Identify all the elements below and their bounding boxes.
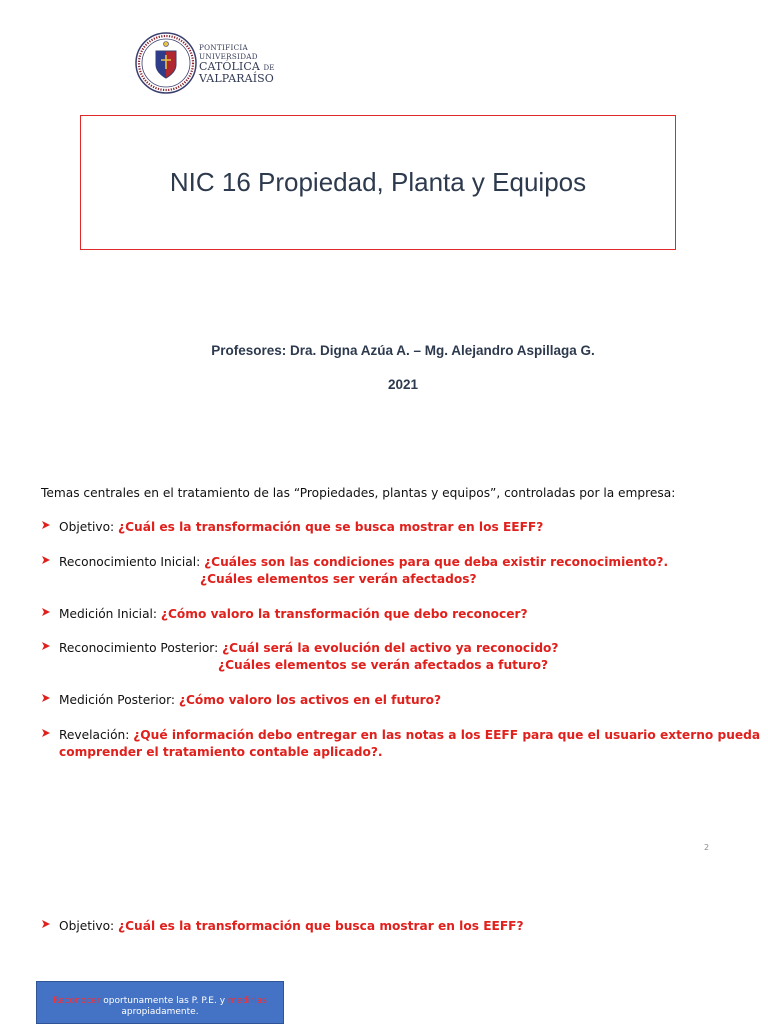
topic-objetivo: Objetivo: ¿Cuál es la transformación que se busca mostrar en los EEFF? [41,519,543,536]
slide2-objetivo: Objetivo: ¿Cuál es la transformación que busca mostrar en los EEFF? [41,918,524,935]
professors-line: Profesores: Dra. Digna Azúa A. – Mg. Alejandro Aspillaga G. [211,343,595,358]
logo-line-3: CATÓLICA DE [199,60,275,74]
page-title: NIC 16 Propiedad, Planta y Equipos [169,167,587,197]
arrow-bullet-icon [41,520,51,530]
topic-reconocimiento-inicial: Reconocimiento Inicial: ¿Cuáles son las condiciones para que deba existir reconocimiento?. ¿Cuáles elementos ser verán afectados? [41,554,668,588]
arrow-bullet-icon [41,641,51,651]
logo-line-2: UNIVERSIDAD [199,51,258,61]
title-box [80,115,676,250]
logo-line-1: PONTIFICIA [199,43,249,52]
topic-reconocimiento-posterior: Reconocimiento Posterior: ¿Cuál será la evolución del activo ya reconocido? ¿Cuáles elementos se verán afectados a futuro? [41,640,559,674]
arrow-bullet-icon [41,693,51,703]
topic-medicion-posterior: Medición Posterior: ¿Cómo valoro los activos en el futuro? [41,692,441,709]
page-number: 2 [704,843,710,852]
university-seal-icon [135,30,197,96]
objective-summary-box: Reconocer oportunamente las P. P.E. y medirlas apropiadamente. [36,981,284,1024]
arrow-bullet-icon [41,728,51,738]
arrow-bullet-icon [41,555,51,565]
logo-line-4: VALPARAÍSO [199,72,274,86]
arrow-bullet-icon [41,919,51,929]
intro-text: Temas centrales en el tratamiento de las “Propiedades, plantas y equipos”, controladas por la empresa: [41,486,676,500]
university-logo [135,30,285,98]
logo-wordmark [199,44,274,85]
arrow-bullet-icon [41,607,51,617]
topic-medicion-inicial: Medición Inicial: ¿Cómo valoro la transformación que debo reconocer? [41,606,528,623]
topic-revelacion: Revelación: ¿Qué información debo entregar en las notas a los EEFF para que el usuario externo pueda comprender el tratamiento contable aplicado?. [41,727,760,761]
year-label: 2021 [387,377,419,392]
